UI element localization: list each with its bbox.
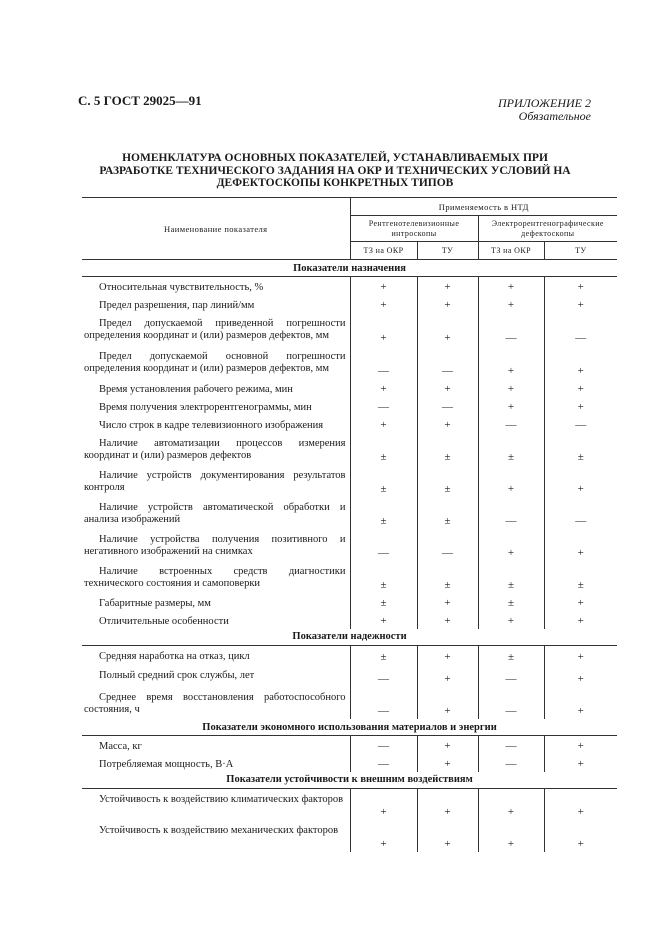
table-row: [82, 593, 617, 611]
applicability-mark: +: [350, 295, 417, 313]
applicability-mark: +: [417, 295, 478, 313]
applicability-mark: +: [544, 645, 617, 665]
col-header-name: Наименование показателя: [82, 198, 350, 260]
applicability-mark: +: [417, 820, 478, 852]
table-row: [82, 313, 617, 346]
indicator-name: [82, 433, 350, 465]
applicability-mark: +: [417, 593, 478, 611]
indicator-name-text: Относительная чувствительность, %: [99, 282, 264, 293]
applicability-mark: —: [350, 754, 417, 772]
table-row: [82, 820, 617, 852]
applicability-mark: +: [478, 611, 544, 629]
indicator-name: [82, 346, 350, 379]
indicator-name: [82, 611, 350, 629]
applicability-mark: —: [544, 497, 617, 529]
indicator-name: [82, 687, 350, 719]
applicability-mark: +: [478, 346, 544, 379]
indicator-name-text: Наличие автоматизации процессов измерения координат и (или) размеров дефектов: [84, 437, 346, 461]
applicability-mark: +: [417, 736, 478, 754]
section-title: Показатели назначения: [82, 260, 617, 277]
group-header-electro-xray: Электрорентгенографические дефектоскопы: [478, 216, 617, 242]
applicability-mark: +: [544, 611, 617, 629]
indicator-name-text: Предел допускаемой основной погрешности определения координат и (или) размеров дефектов, мм: [84, 350, 346, 374]
section-title: Показатели надежности: [82, 629, 617, 646]
applicability-mark: +: [478, 529, 544, 561]
indicator-name: [82, 754, 350, 772]
applicability-mark: ±: [350, 433, 417, 465]
sub-header-tz-1: ТЗ на ОКР: [350, 242, 417, 260]
applicability-mark: +: [544, 754, 617, 772]
applicability-mark: ±: [478, 593, 544, 611]
indicator-name-text: Предел допускаемой приведенной погрешности определения координат и (или) размеров дефектов, мм: [84, 317, 346, 341]
applicability-mark: —: [417, 529, 478, 561]
applicability-mark: —: [417, 397, 478, 415]
indicator-name: [82, 295, 350, 313]
indicator-name-text: Наличие встроенных средств диагностики технического состояния и самоповерки: [84, 565, 346, 589]
indicator-name-text: Потребляемая мощность, В·А: [99, 758, 234, 770]
table-row: [82, 295, 617, 313]
table-row: [82, 465, 617, 497]
applicability-mark: ±: [417, 433, 478, 465]
table-row: [82, 788, 617, 820]
table-row: [82, 277, 617, 295]
applicability-mark: —: [478, 687, 544, 719]
applicability-mark: —: [350, 529, 417, 561]
indicator-name: [82, 529, 350, 561]
indicator-name: [82, 313, 350, 346]
table-row: [82, 346, 617, 379]
indicator-name-text: Устойчивость к воздействию механических факторов: [99, 825, 339, 836]
col-header-applicability: Применяемость в НТД: [350, 198, 617, 216]
applicability-mark: ±: [350, 561, 417, 593]
appendix-label: [498, 97, 591, 123]
applicability-mark: +: [417, 754, 478, 772]
applicability-mark: ±: [544, 561, 617, 593]
section-header: [82, 260, 617, 277]
group-header-xray-tv: Рентгенотелевизионные интроскопы: [350, 216, 478, 242]
applicability-mark: +: [478, 465, 544, 497]
applicability-mark: ±: [350, 645, 417, 665]
applicability-mark: ±: [417, 465, 478, 497]
applicability-mark: +: [544, 593, 617, 611]
indicator-name: [82, 820, 350, 852]
indicator-name-text: Наличие устройств автоматической обработки и анализа изображений: [84, 501, 346, 525]
applicability-mark: +: [350, 379, 417, 397]
applicability-mark: +: [350, 820, 417, 852]
indicator-name-text: Предел разрешения, пар линий/мм: [99, 299, 255, 311]
table-row: [82, 754, 617, 772]
applicability-mark: —: [350, 687, 417, 719]
table-row: [82, 397, 617, 415]
table-body: [82, 260, 617, 853]
indicators-table: [82, 197, 617, 852]
appendix-status: Обязательное: [518, 109, 591, 123]
table-row: [82, 497, 617, 529]
table-row: [82, 415, 617, 433]
table-row: [82, 665, 617, 687]
applicability-mark: —: [350, 346, 417, 379]
applicability-mark: +: [350, 611, 417, 629]
indicator-name-text: Время установления рабочего режима, мин: [99, 383, 293, 395]
applicability-mark: +: [417, 687, 478, 719]
applicability-mark: +: [544, 379, 617, 397]
indicator-name: [82, 788, 350, 820]
indicator-name: [82, 665, 350, 687]
applicability-mark: +: [544, 397, 617, 415]
section-header: [82, 719, 617, 736]
applicability-mark: +: [544, 295, 617, 313]
page-header: С. 5 ГОСТ 29025—91: [78, 93, 202, 108]
section-header: [82, 772, 617, 789]
applicability-mark: +: [417, 611, 478, 629]
table-header: [82, 198, 617, 260]
sub-header-tu-1: ТУ: [417, 242, 478, 260]
applicability-mark: +: [478, 788, 544, 820]
applicability-mark: +: [478, 277, 544, 295]
table-row: [82, 529, 617, 561]
applicability-mark: —: [478, 665, 544, 687]
applicability-mark: —: [350, 665, 417, 687]
indicator-name-text: Средняя наработка на отказ, цикл: [99, 650, 250, 662]
table-row: [82, 611, 617, 629]
applicability-mark: +: [544, 820, 617, 852]
applicability-mark: +: [478, 295, 544, 313]
applicability-mark: +: [350, 313, 417, 346]
applicability-mark: +: [417, 415, 478, 433]
applicability-mark: ±: [417, 561, 478, 593]
applicability-mark: +: [544, 665, 617, 687]
applicability-mark: ±: [544, 433, 617, 465]
indicator-name: [82, 497, 350, 529]
applicability-mark: ±: [478, 433, 544, 465]
document-title: НОМЕНКЛАТУРА ОСНОВНЫХ ПОКАЗАТЕЛЕЙ, УСТАНАВЛИВАЕМЫХ ПРИ РАЗРАБОТКЕ ТЕХНИЧЕСКОГО ЗАДАНИЯ НА ОКР И ТЕХНИЧЕСКИХ УСЛОВИЙ НА ДЕФЕКТОСКОПЫ КОНКРЕТНЫХ ТИПОВ: [99, 152, 571, 189]
applicability-mark: +: [544, 736, 617, 754]
indicator-name-text: Время получения электрорентгенограммы, мин: [99, 401, 312, 413]
indicator-name-text: Габаритные размеры, мм: [99, 597, 211, 609]
applicability-mark: —: [478, 736, 544, 754]
applicability-mark: —: [478, 497, 544, 529]
table-row: [82, 687, 617, 719]
section-title: Показатели экономного использования материалов и энергии: [82, 719, 617, 736]
applicability-mark: +: [417, 313, 478, 346]
applicability-mark: ±: [350, 593, 417, 611]
applicability-mark: —: [350, 397, 417, 415]
table-row: [82, 433, 617, 465]
applicability-mark: +: [544, 346, 617, 379]
sub-header-tu-2: ТУ: [544, 242, 617, 260]
applicability-mark: —: [478, 754, 544, 772]
table-row: [82, 645, 617, 665]
applicability-mark: ±: [350, 497, 417, 529]
indicator-name: [82, 593, 350, 611]
applicability-mark: —: [544, 313, 617, 346]
section-header: [82, 629, 617, 646]
indicator-name-text: Масса, кг: [99, 741, 142, 752]
indicator-name: [82, 465, 350, 497]
applicability-mark: —: [350, 736, 417, 754]
applicability-mark: +: [417, 277, 478, 295]
applicability-mark: —: [544, 415, 617, 433]
section-title: Показатели устойчивости к внешним воздействиям: [82, 772, 617, 789]
indicator-name-text: Отличительные особенности: [99, 615, 229, 627]
applicability-mark: +: [544, 465, 617, 497]
applicability-mark: +: [350, 788, 417, 820]
indicator-name-text: Число строк в кадре телевизионного изображения: [99, 419, 324, 431]
indicator-name: [82, 277, 350, 295]
indicator-name-text: Среднее время восстановления работоспособного состояния, ч: [84, 692, 346, 716]
indicator-name: [82, 736, 350, 754]
applicability-mark: ±: [417, 497, 478, 529]
applicability-mark: +: [350, 277, 417, 295]
applicability-mark: +: [544, 788, 617, 820]
applicability-mark: —: [417, 346, 478, 379]
sub-header-tz-2: ТЗ на ОКР: [478, 242, 544, 260]
applicability-mark: +: [544, 277, 617, 295]
applicability-mark: +: [350, 415, 417, 433]
applicability-mark: ±: [478, 561, 544, 593]
applicability-mark: ±: [350, 465, 417, 497]
indicator-name-text: Полный средний срок службы, лет: [99, 670, 255, 681]
applicability-mark: +: [478, 820, 544, 852]
applicability-mark: +: [544, 529, 617, 561]
applicability-mark: ±: [478, 645, 544, 665]
table-row: [82, 561, 617, 593]
table-row: [82, 736, 617, 754]
applicability-mark: +: [417, 788, 478, 820]
appendix-number: ПРИЛОЖЕНИЕ 2: [498, 96, 591, 110]
indicator-name-text: Устойчивость к воздействию климатических факторов: [99, 793, 344, 805]
indicator-name: [82, 561, 350, 593]
applicability-mark: —: [478, 415, 544, 433]
indicator-name: [82, 415, 350, 433]
applicability-mark: +: [417, 645, 478, 665]
applicability-mark: +: [478, 379, 544, 397]
applicability-mark: +: [417, 665, 478, 687]
applicability-mark: —: [478, 313, 544, 346]
applicability-mark: +: [417, 379, 478, 397]
indicator-name-text: Наличие устройства получения позитивного и негативного изображений на снимках: [84, 533, 346, 557]
indicator-name: [82, 645, 350, 665]
indicator-name: [82, 379, 350, 397]
indicator-name-text: Наличие устройств документирования результатов контроля: [84, 469, 346, 493]
table-row: [82, 379, 617, 397]
indicator-name: [82, 397, 350, 415]
applicability-mark: +: [478, 397, 544, 415]
applicability-mark: +: [544, 687, 617, 719]
